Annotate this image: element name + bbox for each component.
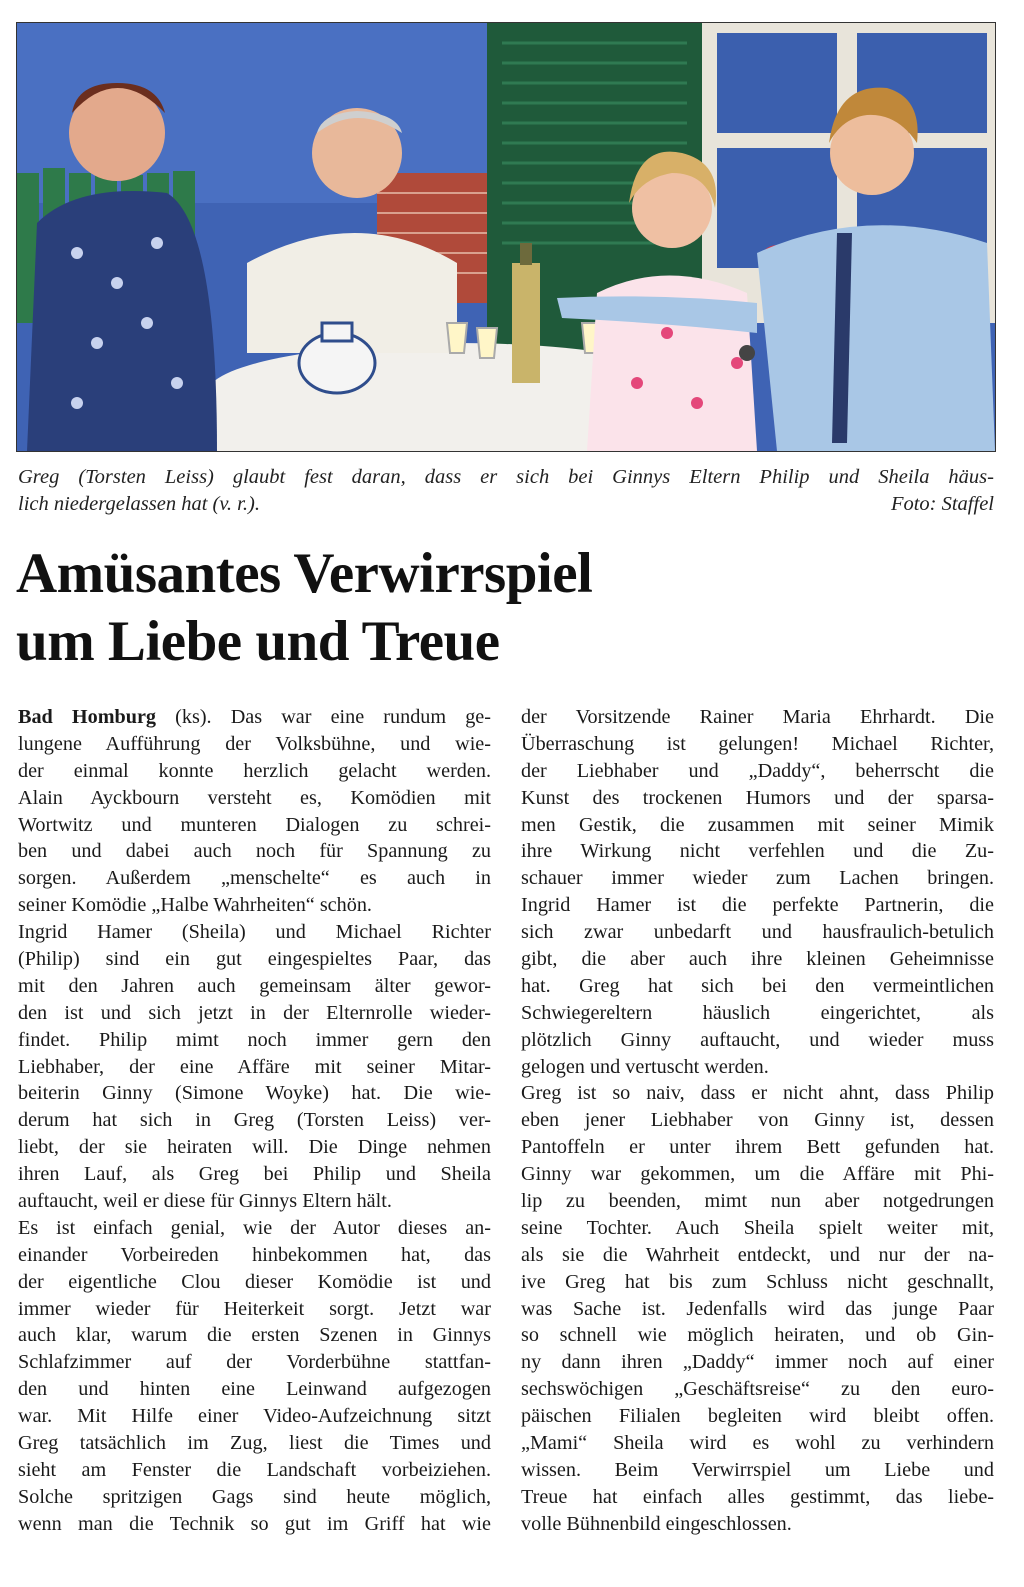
article-line: Schwiegereltern häuslich eingerichtet, als	[521, 1001, 994, 1024]
article-line: Ingrid Hamer (Sheila) und Michael Richter	[18, 921, 491, 944]
article-line: Ingrid Hamer ist die perfekte Partnerin, die	[521, 894, 994, 917]
article-line: mit den Jahren auch gemeinsam älter gewor-	[18, 974, 491, 997]
article-line: Wortwitz und munteren Dialogen zu schrei-	[18, 813, 491, 836]
article-line: schauer immer wieder zum Lachen bringen.	[521, 867, 994, 890]
article-line-text: (ks). Das war eine rundum ge-	[156, 706, 491, 728]
article-line: ihren Lauf, als Greg bei Philip und Sheila	[18, 1163, 491, 1186]
caption-line: Greg (Torsten Leiss) glaubt fest daran, dass er sich bei Ginnys Eltern Philip und Sheila häus-	[18, 466, 994, 488]
article-line: auftaucht, weil er diese für Ginnys Eltern hält.	[18, 1190, 392, 1213]
article-line: der Liebhaber und „Daddy“, beherrscht die	[521, 759, 994, 782]
article-line: hat. Greg hat sich bei den vermeintlichen	[521, 974, 994, 997]
article-line: ny dann ihren „Daddy“ immer noch auf einer	[521, 1351, 994, 1374]
article-line: Alain Ayckbourn versteht es, Komödien mit	[18, 786, 491, 809]
article-line: gelogen und vertuscht werden.	[521, 1055, 769, 1078]
article-line: beiterin Ginny (Simone Woyke) hat. Die wie-	[18, 1082, 491, 1105]
article-column-right	[521, 704, 994, 1538]
article-line: auch klar, warum die ersten Szenen in Ginnys	[18, 1324, 491, 1347]
article-line: immer wieder für Heiterkeit sorgt. Jetzt war	[18, 1297, 491, 1320]
article-line: ihre Wirkung nicht verfehlen und die Zu-	[521, 840, 994, 863]
article-line: Greg ist so naiv, dass er nicht ahnt, dass Philip	[521, 1082, 994, 1105]
article-line: gibt, die aber auch ihre kleinen Geheimnisse	[521, 948, 994, 971]
headline-line: Amüsantes Verwirrspiel	[16, 542, 593, 605]
article-line: ive Greg hat bis zum Schluss nicht geschnallt,	[521, 1270, 994, 1293]
caption-line	[18, 491, 994, 518]
article-line: derum hat sich in Greg (Torsten Leiss) ver-	[18, 1109, 491, 1132]
article-line: volle Bühnenbild eingeschlossen.	[521, 1512, 792, 1535]
article-line: Pantoffeln er unter ihrem Bett gefunden hat.	[521, 1136, 994, 1159]
article-line: den und hinten eine Leinwand aufgezogen	[18, 1378, 491, 1401]
article-line: seine Tochter. Auch Sheila spielt weiter mit,	[521, 1216, 994, 1239]
article-line: was Sache ist. Jedenfalls wird das junge Paar	[521, 1297, 994, 1320]
article-line: einander Vorbeireden hinbekommen hat, das	[18, 1243, 491, 1266]
article-line: der eigentliche Clou dieser Komödie ist und	[18, 1270, 491, 1293]
article-line: war. Mit Hilfe einer Video-Aufzeichnung sitzt	[18, 1405, 491, 1428]
article-line: als sie die Wahrheit entdeckt, und nur der na-	[521, 1243, 994, 1266]
article-line: ben und dabei auch noch für Spannung zu	[18, 840, 491, 863]
article-column-left	[18, 704, 491, 1538]
article-line: lip zu beenden, mimt nun aber notgedrungen	[521, 1190, 994, 1213]
article-line: wenn man die Technik so gut im Griff hat wie	[18, 1512, 491, 1535]
article-line: seiner Komödie „Halbe Wahrheiten“ schön.	[18, 894, 372, 917]
article-line: sechswöchigen „Geschäftsreise“ zu den euro-	[521, 1378, 994, 1401]
headline-line: um Liebe und Treue	[16, 610, 500, 673]
photo-credit: Foto: Staffel	[890, 492, 994, 515]
article-line: men Gestik, die zusammen mit seiner Mimik	[521, 813, 994, 836]
article-line: der Vorsitzende Rainer Maria Ehrhardt. Die	[521, 706, 994, 728]
article-line: Liebhaber, der eine Affäre mit seiner Mitar-	[18, 1055, 491, 1078]
article-line: sich zwar unbedarft und hausfraulich-betulich	[521, 921, 994, 944]
article-line	[18, 704, 491, 731]
theatre-scene-photo	[17, 23, 995, 451]
article-line: (Philip) sind ein gut eingespieltes Paar, das	[18, 948, 491, 971]
article-line: der einmal konnte herzlich gelacht werden.	[18, 759, 491, 782]
article-line: Greg tatsächlich im Zug, liest die Times und	[18, 1432, 491, 1455]
article-line: wissen. Beim Verwirrspiel um Liebe und	[521, 1458, 994, 1481]
article-line: findet. Philip mimt noch immer gern den	[18, 1028, 491, 1051]
article-line: den ist und sich jetzt in der Elternrolle wieder-	[18, 1001, 491, 1024]
article-line: Kunst des trockenen Humors und der sparsa-	[521, 786, 994, 809]
article-line: eben jener Liebhaber von Ginny ist, dessen	[521, 1109, 994, 1132]
article-line: so schnell wie möglich heiraten, und ob Gin-	[521, 1324, 994, 1347]
article-line: Überraschung ist gelungen! Michael Richter,	[521, 732, 994, 755]
headline	[16, 540, 1006, 676]
article-line: „Mami“ Sheila wird es wohl zu verhindern	[521, 1432, 994, 1455]
article-line: sieht am Fenster die Landschaft vorbeiziehen.	[18, 1458, 491, 1481]
article-line: Treue hat einfach alles gestimmt, das liebe-	[521, 1485, 994, 1508]
article-line: päischen Filialen begleiten wird bleibt offen.	[521, 1405, 994, 1428]
dateline: Bad Homburg	[18, 706, 157, 728]
article-line: Solche spritzigen Gags sind heute möglich,	[18, 1485, 491, 1508]
article-line: liebt, der sie heiraten will. Die Dinge nehmen	[18, 1136, 491, 1159]
article-line: plötzlich Ginny auftaucht, und wieder muss	[521, 1028, 994, 1051]
article-line: Ginny war gekommen, um die Affäre mit Phi-	[521, 1163, 994, 1186]
article-line: Es ist einfach genial, wie der Autor dieses an-	[18, 1216, 491, 1239]
article-line: lungene Aufführung der Volksbühne, und wie-	[18, 732, 491, 755]
article-line: Schlafzimmer auf der Vorderbühne stattfan-	[18, 1351, 491, 1374]
photo-caption	[18, 464, 994, 518]
caption-text: lich niedergelassen hat (v. r.).	[18, 492, 260, 515]
article-photo	[16, 22, 996, 452]
article-line: sorgen. Außerdem „menschelte“ es auch in	[18, 867, 491, 890]
